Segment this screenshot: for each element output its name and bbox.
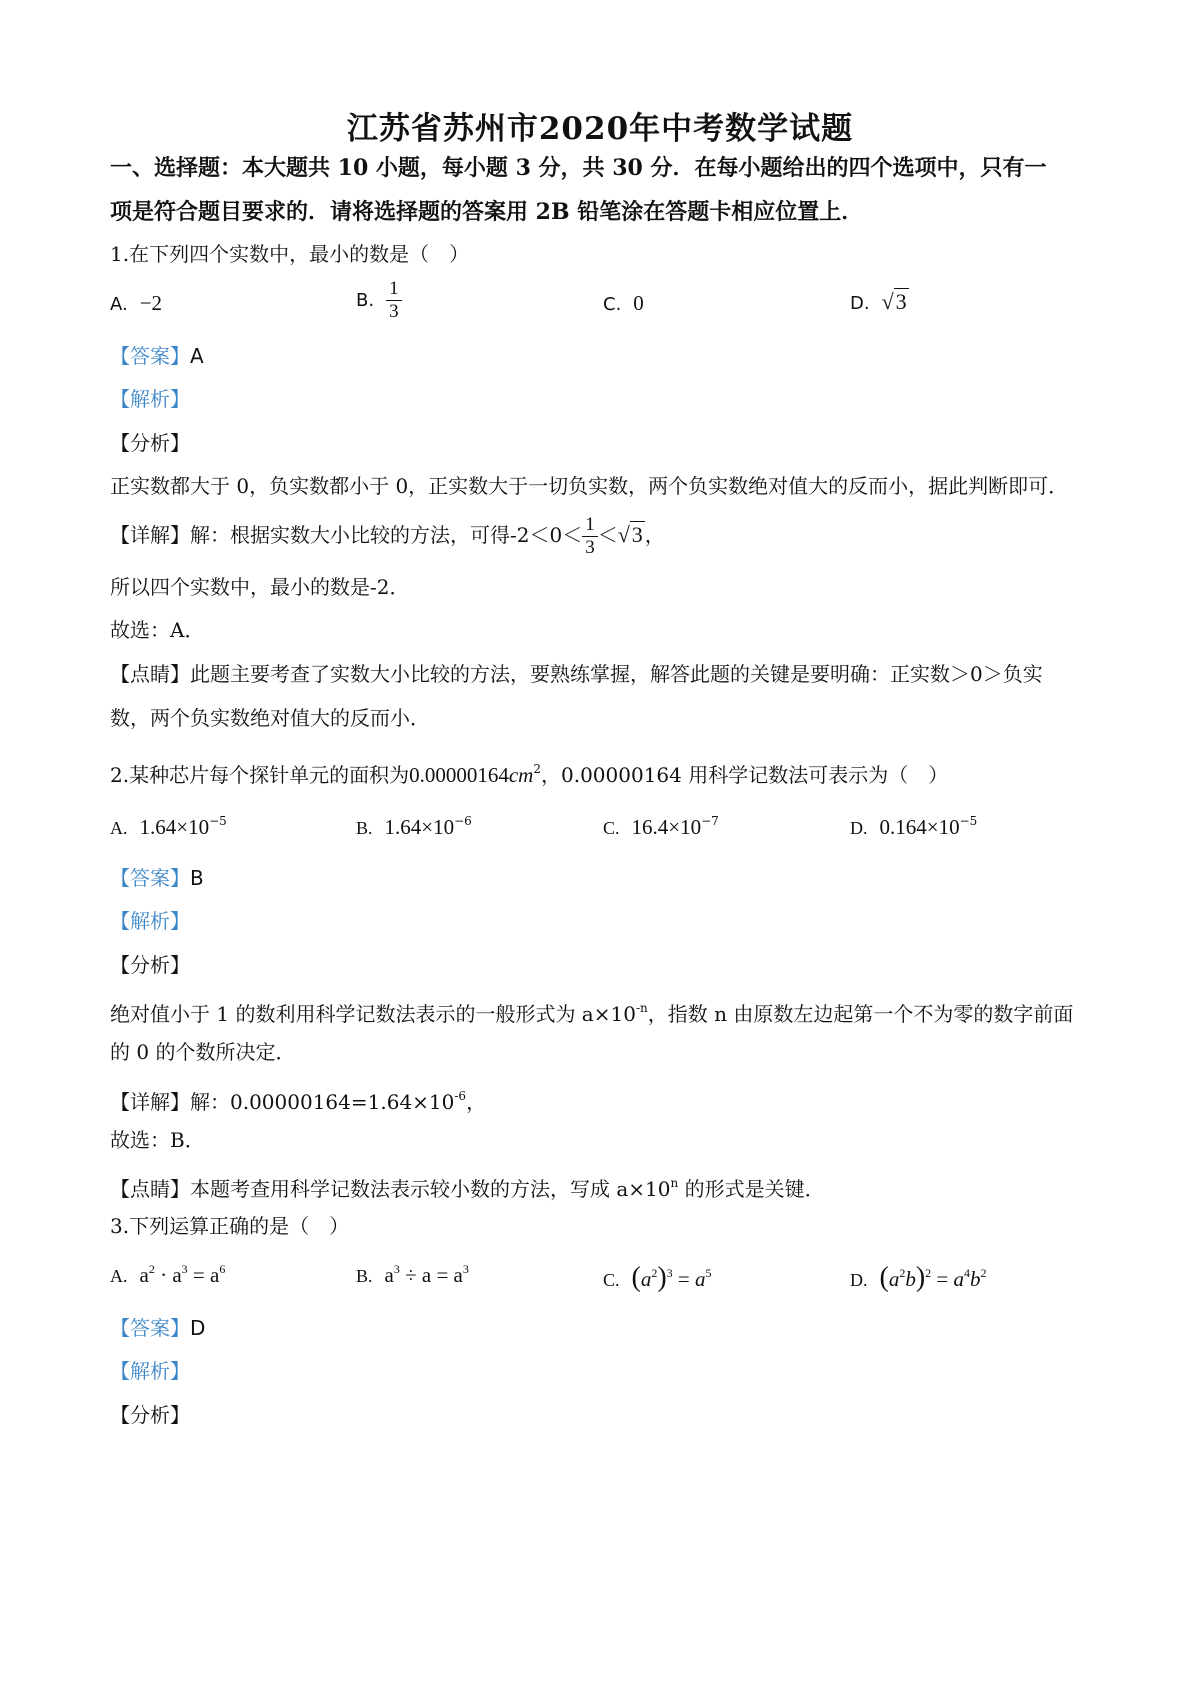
radicand: 3 — [631, 522, 643, 547]
option-expression: $(a^2b)^2 = a^4b^2$ — [879, 1262, 987, 1293]
option-expression: $a^3 \div a = a^3$ — [384, 1262, 469, 1287]
option-label: D. — [850, 293, 870, 314]
q1-answer — [110, 342, 204, 370]
q2-fenxi-label: 【分析】 — [110, 953, 190, 977]
q3-option-b — [356, 1262, 469, 1288]
exponent: -6 — [454, 1089, 467, 1103]
option-label: C. — [603, 1270, 620, 1290]
square-root: √3 — [881, 289, 907, 314]
section-heading-line2: 项是符合题目要求的．请将选择题的答案用 2B 铅笔涂在答题卡相应位置上． — [110, 199, 864, 225]
q1-option-b — [356, 278, 402, 323]
q3-option-a — [110, 1262, 225, 1288]
exponent: n — [670, 1176, 679, 1190]
q1-detail-line2: 所以四个实数中，最小的数是-2． — [110, 575, 410, 599]
q1-dianjing-line1: 【点睛】此题主要考查了实数大小比较的方法，要熟练掌握，解答此题的关键是要明确：正实数＞0＞负实 — [110, 662, 1043, 686]
q1-dianjing-line2: 数，两个负实数绝对值大的反而小． — [110, 706, 430, 730]
answer-label: 【答案】 — [110, 344, 190, 368]
question-unit: cm — [508, 763, 534, 787]
q2-fenxi-line2: 的 0 的个数所决定． — [110, 1040, 296, 1064]
option-label: A. — [110, 1266, 128, 1286]
q2-dianjing — [110, 1169, 825, 1203]
option-label: B. — [356, 818, 373, 838]
q1-choose: 故选：A． — [110, 618, 205, 642]
option-label: D. — [850, 818, 868, 838]
answer-label: 【答案】 — [110, 1316, 190, 1340]
section-heading-line1: 一、选择题：本大题共 10 小题，每小题 3 分，共 30 分．在每小题给出的四个选项中，只有一 — [110, 155, 1047, 181]
option-label: C. — [603, 294, 622, 315]
question-text: 2.某种芯片每个探针单元的面积为 — [110, 763, 410, 787]
fraction-denominator: 3 — [585, 537, 595, 558]
option-expression: $(a^2)^3 = a^5$ — [631, 1262, 712, 1293]
option-base: 1.64×10 — [384, 815, 455, 839]
fraction — [582, 514, 598, 559]
detail-text: 【详解】解：根据实数大小比较的方法，可得-2＜0＜ — [110, 523, 583, 547]
fraction-numerator: 1 — [582, 514, 598, 537]
option-value: 0 — [633, 291, 644, 315]
q2-option-b — [356, 814, 472, 840]
square-root: √3 — [617, 522, 643, 547]
q2-detail — [110, 1082, 486, 1116]
option-label: B. — [356, 1266, 373, 1286]
q1-fenxi-text: 正实数都大于 0，负实数都小于 0，正实数大于一切负实数，两个负实数绝对值大的反而小，据此判断即可． — [110, 474, 1069, 498]
option-expression: $a^2 \cdot a^3 = a^6$ — [139, 1262, 226, 1287]
option-exponent: −7 — [701, 814, 719, 828]
option-label: D. — [850, 1270, 868, 1290]
option-label: A. — [110, 294, 128, 315]
q2-choose: 故选：B． — [110, 1128, 205, 1152]
question-math: 0.00000164 — [409, 763, 509, 787]
answer-label: 【答案】 — [110, 866, 190, 890]
detail-suffix: ， — [466, 1090, 487, 1114]
detail-text: 【详解】解：0.00000164=1.64×10 — [110, 1090, 455, 1114]
q2-option-c — [603, 814, 719, 840]
answer-value: D — [190, 1316, 206, 1340]
q2-jiexi-label: 【解析】 — [110, 909, 190, 933]
q2-question — [110, 755, 948, 789]
q1-option-a — [110, 291, 162, 316]
option-base: 16.4×10 — [631, 815, 702, 839]
q1-detail — [110, 512, 665, 559]
option-value: −2 — [139, 291, 163, 315]
q3-fenxi-label: 【分析】 — [110, 1403, 190, 1427]
q3-option-c — [603, 1262, 712, 1294]
page-title: 江苏省苏州市2020年中考数学试题 — [346, 111, 854, 147]
option-label: C. — [603, 818, 620, 838]
q3-question: 3.下列运算正确的是（ ） — [110, 1214, 350, 1238]
option-exponent: −5 — [209, 814, 227, 828]
fenxi-text: 绝对值小于 1 的数利用科学记数法表示的一般形式为 a×10 — [110, 1002, 636, 1026]
q1-option-d — [850, 289, 909, 315]
option-label: B. — [356, 290, 375, 311]
answer-value: A — [190, 344, 204, 368]
q2-option-d — [850, 814, 977, 840]
q1-fenxi-label: 【分析】 — [110, 431, 190, 455]
q3-jiexi-label: 【解析】 — [110, 1359, 190, 1383]
unit-exponent: 2 — [533, 762, 541, 776]
q2-option-a — [110, 814, 227, 840]
fraction-denominator: 3 — [389, 301, 399, 322]
q2-fenxi-line1 — [110, 994, 1073, 1028]
q1-option-c — [603, 291, 644, 316]
q2-answer — [110, 864, 204, 892]
option-base: 1.64×10 — [139, 815, 210, 839]
detail-suffix: ， — [644, 523, 665, 547]
q3-option-d — [850, 1262, 987, 1294]
question-suffix: ，0.00000164 用科学记数法可表示为（ ） — [540, 763, 949, 787]
exponent: -n — [635, 1001, 648, 1015]
q1-jiexi-label: 【解析】 — [110, 387, 190, 411]
dianjing-text: 【点睛】本题考查用科学记数法表示较小数的方法，写成 a×10 — [110, 1177, 671, 1201]
option-base: 0.164×10 — [879, 815, 960, 839]
radicand: 3 — [895, 289, 907, 314]
fraction — [386, 278, 402, 323]
q3-answer — [110, 1314, 205, 1342]
dianjing-suffix: 的形式是关键． — [678, 1177, 825, 1201]
fenxi-suffix: ，指数 n 由原数左边起第一个不为零的数字前面 — [647, 1002, 1074, 1026]
answer-value: B — [190, 866, 204, 890]
less-than: ＜ — [597, 523, 618, 547]
option-exponent: −6 — [454, 814, 472, 828]
option-exponent: −5 — [959, 814, 978, 828]
fraction-numerator: 1 — [386, 278, 402, 301]
q1-question: 1.在下列四个实数中，最小的数是（ ） — [110, 242, 470, 266]
option-label: A. — [110, 818, 128, 838]
